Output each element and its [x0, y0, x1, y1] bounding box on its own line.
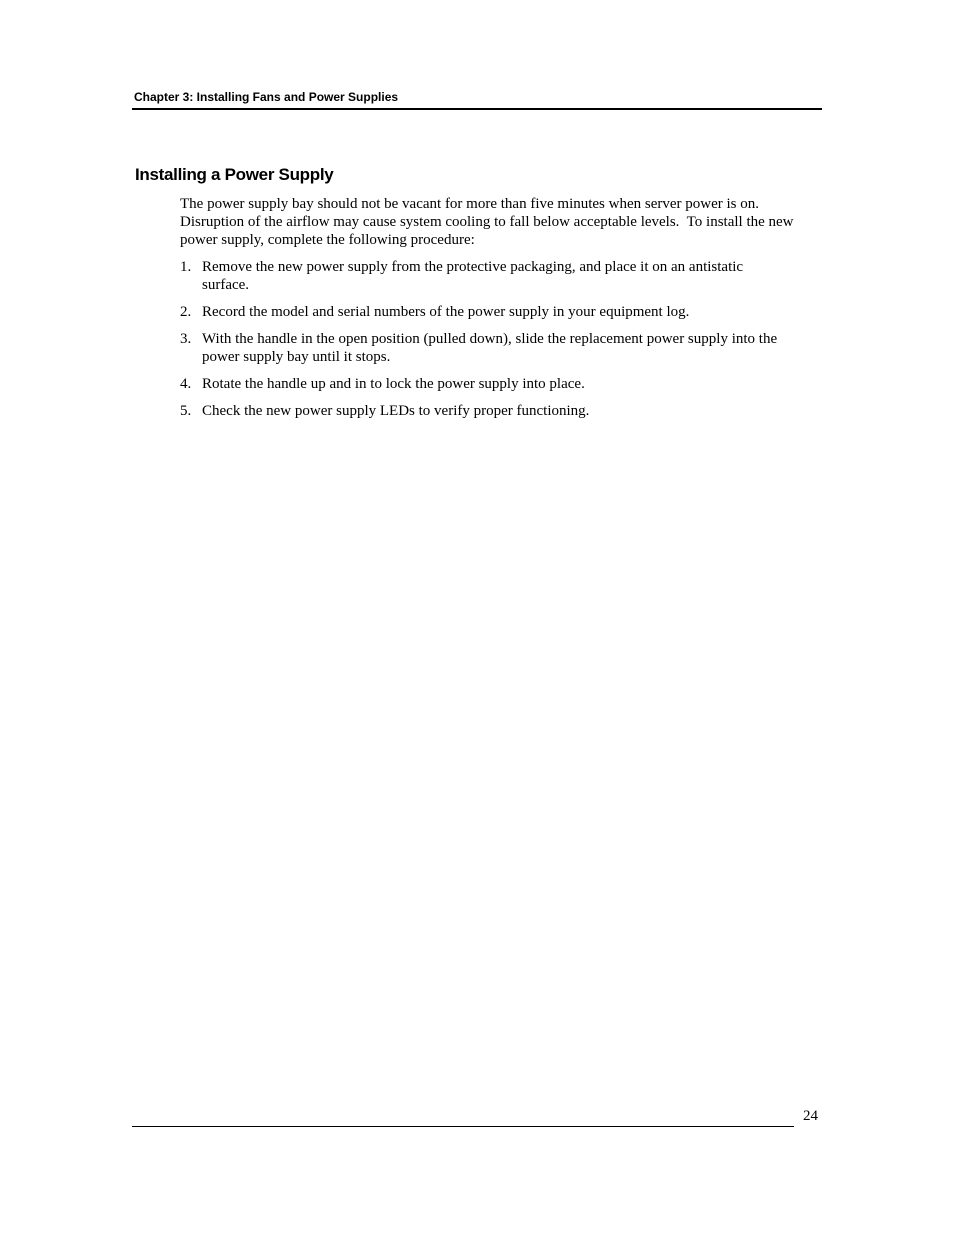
- step-number: 5.: [180, 403, 192, 419]
- footer-rule: [132, 1126, 794, 1127]
- procedure-step-1: [180, 258, 825, 294]
- header-rule: [132, 108, 822, 110]
- running-header: Chapter 3: Installing Fans and Power Supplies: [134, 90, 399, 104]
- procedure-steps: [180, 258, 825, 420]
- intro-paragraph: The power supply bay should not be vacant for more than five minutes when server power is on. Disruption of the airflow may cause system cooling to fall below acceptable levels. To install the new power supply, complete the following procedure:: [180, 196, 798, 248]
- page-number: 24: [803, 1108, 818, 1124]
- step-number: 1.: [180, 259, 192, 275]
- procedure-step-2: [180, 303, 825, 321]
- procedure-step-3: [180, 330, 825, 366]
- step-text: Record the model and serial numbers of the power supply in your equipment log.: [202, 304, 690, 320]
- step-text: Rotate the handle up and in to lock the power supply into place.: [202, 376, 585, 392]
- section-heading: Installing a Power Supply: [135, 165, 334, 184]
- procedure-step-5: [180, 402, 825, 420]
- step-text: Remove the new power supply from the protective packaging, and place it on an antistatic surface.: [202, 259, 744, 293]
- procedure-step-4: [180, 375, 825, 393]
- step-text: With the handle in the open position (pulled down), slide the replacement power supply into the power supply bay until it stops.: [202, 331, 778, 365]
- section-body: [180, 195, 825, 429]
- step-text: Check the new power supply LEDs to verify proper functioning.: [202, 403, 590, 419]
- step-number: 2.: [180, 304, 192, 320]
- step-number: 3.: [180, 331, 192, 347]
- step-number: 4.: [180, 376, 192, 392]
